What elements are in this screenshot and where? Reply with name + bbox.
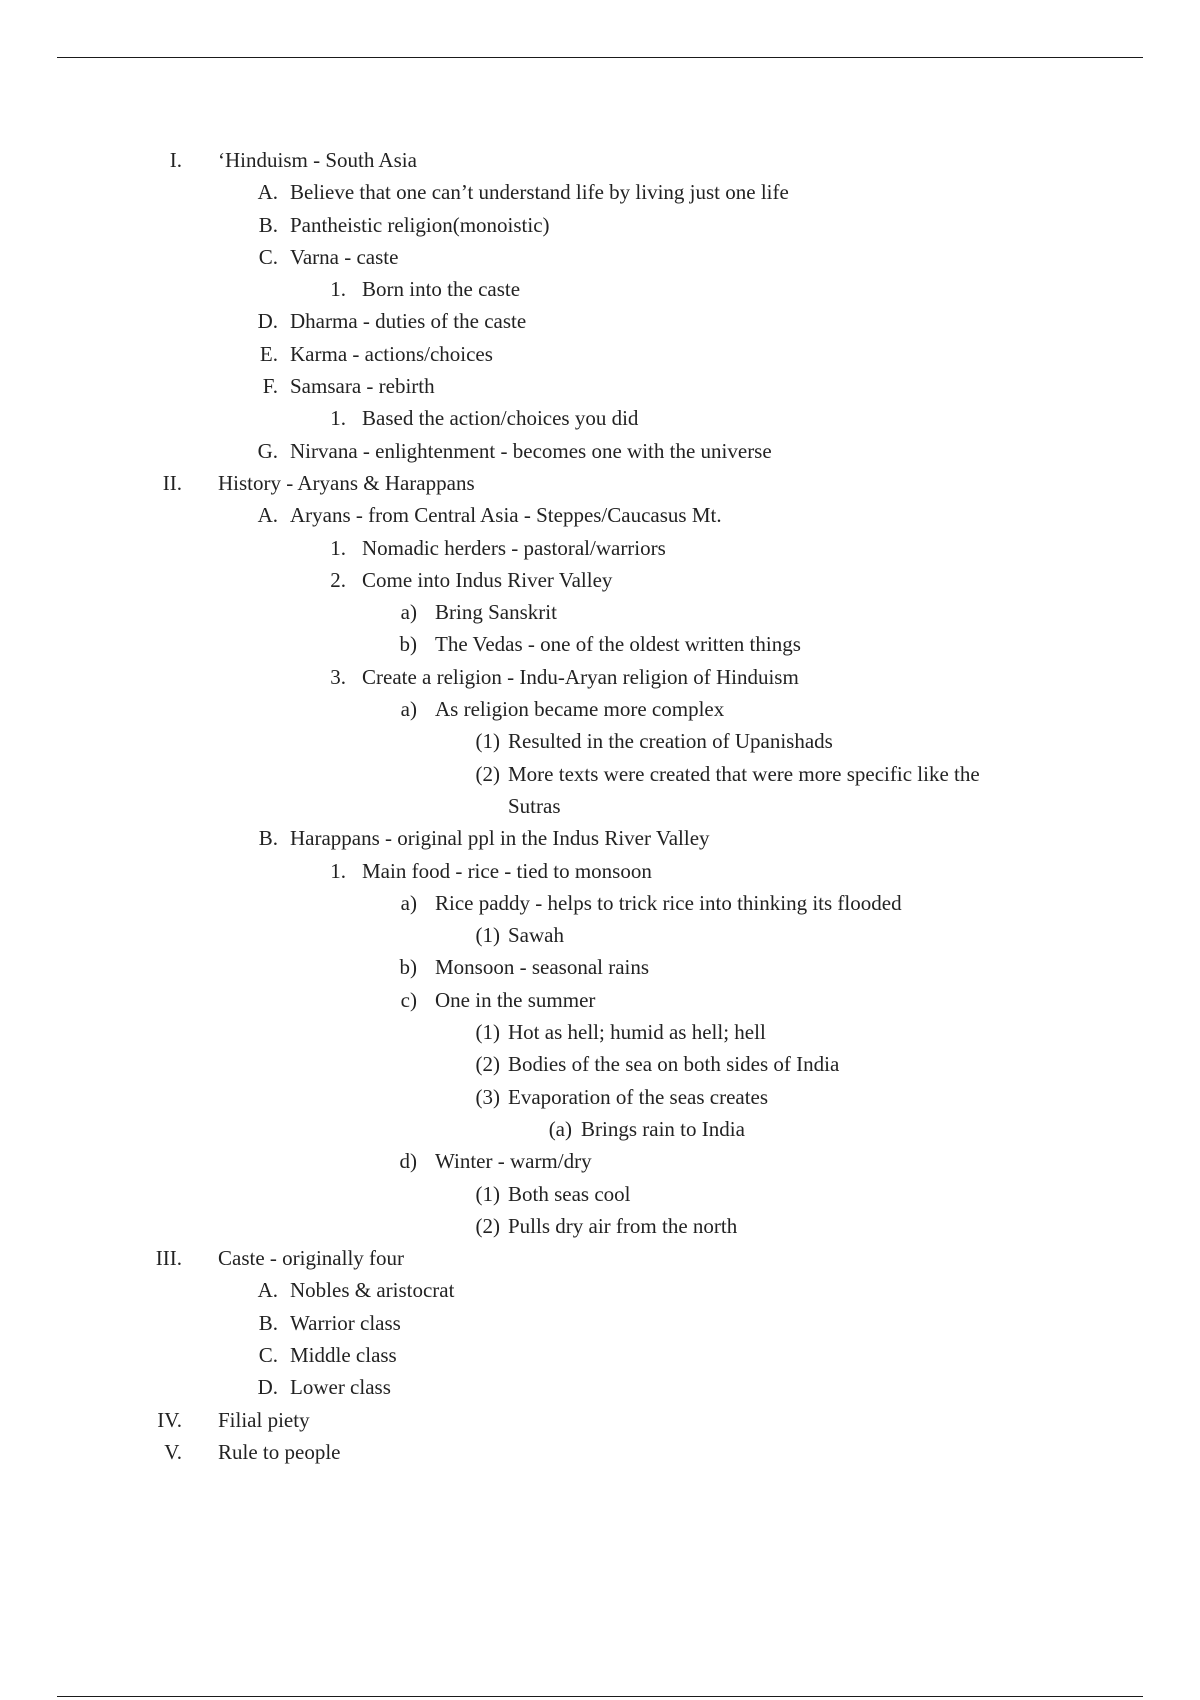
outline-text: Main food - rice - tied to monsoon: [362, 858, 652, 883]
outline-marker: 1.: [330, 858, 346, 883]
outline-item: [0, 725, 1200, 757]
outline-marker: B.: [258, 826, 278, 851]
outline-text: Varna - caste: [290, 244, 399, 269]
outline-marker: C.: [258, 244, 278, 269]
outline-marker: 3.: [330, 664, 346, 689]
outline-item: [0, 887, 1200, 919]
outline-item: [0, 1016, 1200, 1048]
outline-text: Evaporation of the seas creates: [508, 1084, 769, 1109]
outline-text: Harappans - original ppl in the Indus River Valley: [290, 826, 710, 851]
outline-text: Rule to people: [218, 1439, 341, 1464]
outline-marker: 2.: [330, 567, 346, 592]
outline-text: Rice paddy - helps to trick rice into thinking its flooded: [435, 890, 902, 915]
outline-item: [0, 822, 1200, 854]
outline-marker: I.: [169, 148, 182, 172]
outline-text: Middle class: [290, 1342, 397, 1367]
outline-item: [0, 661, 1200, 693]
outline-text: History - Aryans & Harappans: [218, 470, 475, 495]
outline-text: Warrior class: [290, 1310, 401, 1335]
outline-marker: 1.: [330, 406, 346, 431]
outline-marker: IV.: [157, 1407, 182, 1432]
outline-item: [0, 1081, 1200, 1113]
outline-marker: A.: [257, 180, 278, 205]
outline-text: More texts were created that were more specific like the: [508, 761, 980, 786]
outline-text: Both seas cool: [508, 1181, 631, 1206]
outline-marker: G.: [257, 438, 278, 463]
outline-item: [0, 1371, 1200, 1403]
outline-text: ‘Hinduism - South Asia: [218, 148, 417, 172]
outline-marker: (2): [475, 1052, 500, 1077]
outline-marker: II.: [162, 470, 182, 495]
outline-text: Bring Sanskrit: [435, 600, 557, 625]
outline-text: The Vedas - one of the oldest written things: [435, 632, 801, 657]
outline-text: Brings rain to India: [581, 1116, 745, 1141]
outline-item: [0, 467, 1200, 499]
outline-marker: b): [399, 955, 417, 980]
outline-marker: 1.: [330, 535, 346, 560]
outline-text: Bodies of the sea on both sides of India: [508, 1052, 840, 1077]
outline-text: Winter - warm/dry: [435, 1149, 592, 1174]
outline-item: [0, 144, 1200, 176]
outline-text: Pulls dry air from the north: [508, 1213, 738, 1238]
outline-marker: D.: [257, 1375, 278, 1400]
outline-item: [0, 564, 1200, 596]
outline-text: Create a religion - Indu-Aryan religion of Hinduism: [362, 664, 799, 689]
outline-item: [0, 435, 1200, 467]
outline-text: Sawah: [508, 923, 564, 948]
outline-marker: (1): [475, 923, 500, 948]
outline-item: [0, 1178, 1200, 1210]
outline-text: Caste - originally four: [218, 1246, 405, 1271]
outline-marker: (1): [475, 1020, 500, 1045]
outline-text: As religion became more complex: [435, 697, 725, 722]
outline-marker: B.: [258, 212, 278, 237]
outline-item: [0, 693, 1200, 725]
outline-item: [0, 499, 1200, 531]
outline-item: [0, 790, 1200, 822]
outline-item: [0, 1048, 1200, 1080]
outline-text: Nirvana - enlightenment - becomes one with the universe: [290, 438, 772, 463]
outline-item: [0, 305, 1200, 337]
outline-item: [0, 1404, 1200, 1436]
outline-marker: B.: [258, 1310, 278, 1335]
outline-item: [0, 1307, 1200, 1339]
top-rule: [57, 57, 1143, 58]
outline-item: [0, 402, 1200, 434]
outline-text: Monsoon - seasonal rains: [435, 955, 650, 980]
outline-item: [0, 855, 1200, 887]
outline-text: Born into the caste: [362, 277, 521, 302]
outline-text: Believe that one can’t understand life by living just one life: [290, 180, 789, 205]
outline-item: [0, 338, 1200, 370]
outline-item: [0, 1242, 1200, 1274]
outline-item: [0, 919, 1200, 951]
outline-item: [0, 628, 1200, 660]
outline-text: Filial piety: [218, 1407, 310, 1432]
outline-item: [0, 951, 1200, 983]
outline-text: Sutras: [508, 793, 561, 818]
outline-item: [0, 209, 1200, 241]
outline-text: Nomadic herders - pastoral/warriors: [362, 535, 666, 560]
outline-marker: b): [399, 632, 417, 657]
outline-marker: (1): [475, 1181, 500, 1206]
outline-text: Nobles & aristocrat: [290, 1278, 455, 1303]
outline-marker: 1.: [330, 277, 346, 302]
outline-item: [0, 1274, 1200, 1306]
outline-marker: III.: [155, 1246, 182, 1271]
outline-text: Come into Indus River Valley: [362, 567, 613, 592]
outline-marker: (2): [475, 761, 500, 786]
outline-item: [0, 1210, 1200, 1242]
outline-marker: (1): [475, 729, 500, 754]
outline-marker: A.: [257, 1278, 278, 1303]
outline-item: [0, 1339, 1200, 1371]
outline-marker: c): [400, 987, 417, 1012]
outline-marker: A.: [257, 503, 278, 528]
outline-item: [0, 596, 1200, 628]
outline-text: Lower class: [290, 1375, 391, 1400]
bottom-rule: [57, 1696, 1143, 1697]
outline-item: [0, 1145, 1200, 1177]
outline-item: [0, 984, 1200, 1016]
outline-marker: a): [400, 600, 417, 625]
outline-marker: E.: [259, 341, 278, 366]
outline-text: One in the summer: [435, 987, 596, 1012]
outline-marker: d): [399, 1149, 417, 1174]
outline-item: [0, 758, 1200, 790]
outline-item: [0, 241, 1200, 273]
outline-item: [0, 1436, 1200, 1468]
outline-item: [0, 1113, 1200, 1145]
notes-outline: [0, 144, 1200, 1468]
outline-text: Pantheistic religion(monoistic): [290, 212, 550, 237]
outline-item: [0, 273, 1200, 305]
outline-marker: C.: [258, 1342, 278, 1367]
outline-item: [0, 532, 1200, 564]
outline-marker: (2): [475, 1213, 500, 1238]
outline-marker: (a): [548, 1116, 572, 1141]
outline-text: Based the action/choices you did: [362, 406, 639, 431]
outline-text: Hot as hell; humid as hell; hell: [508, 1020, 766, 1045]
outline-marker: D.: [257, 309, 278, 334]
outline-text: Dharma - duties of the caste: [290, 309, 527, 334]
outline-marker: a): [400, 890, 417, 915]
outline-marker: V.: [164, 1439, 182, 1464]
outline-marker: a): [400, 697, 417, 722]
outline-text: Karma - actions/choices: [290, 341, 493, 366]
outline-item: [0, 370, 1200, 402]
outline-marker: F.: [262, 374, 278, 399]
outline-marker: (3): [475, 1084, 500, 1109]
outline-text: Resulted in the creation of Upanishads: [508, 729, 833, 754]
outline-text: Samsara - rebirth: [290, 374, 435, 399]
outline-item: [0, 176, 1200, 208]
outline-text: Aryans - from Central Asia - Steppes/Caucasus Mt.: [290, 503, 722, 528]
